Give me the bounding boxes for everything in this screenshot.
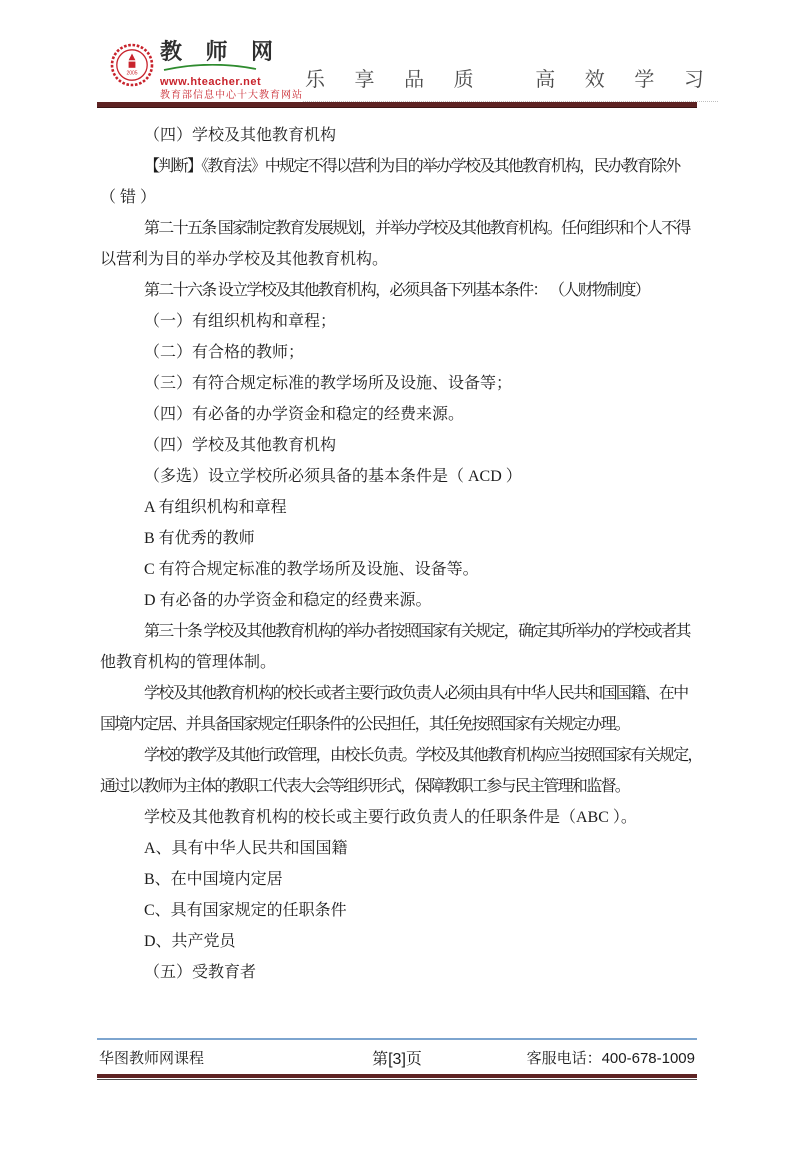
page-footer	[97, 1038, 697, 1080]
header-slogan: 乐 享 品 质 高 效 学 习	[303, 63, 718, 102]
header-rule	[97, 102, 697, 108]
body-line: 国境内定居、并具备国家规定任职条件的公民担任，其任免按照国家有关规定办理。	[100, 716, 630, 733]
swoosh-underline-icon	[162, 60, 303, 76]
body-line: 通过以教师为主体的教职工代表大会等组织形式，保障教职工参与民主管理和监督。	[100, 778, 630, 795]
document-page	[0, 40, 793, 1162]
body-line: （四）有必备的办学资金和稳定的经费来源。	[144, 406, 465, 423]
footer-page-number: 第[3]页	[372, 1051, 422, 1068]
body-line: 学校及其他教育机构的校长或者主要行政负责人必须由具有中华人民共和国国籍、在中	[144, 685, 688, 702]
body-line: C 有符合规定标准的教学场所及设施、设备等。	[144, 561, 479, 578]
body-line: 第三十条 学校及其他教育机构的举办者按照国家有关规定，确定其所举办的学校或者其	[144, 623, 690, 640]
body-line: 以营利为目的举办学校及其他教育机构。	[100, 251, 389, 268]
body-line: （三）有符合规定标准的教学场所及设施、设备等；	[144, 375, 513, 392]
footer-row	[97, 1038, 697, 1074]
body-line: B 有优秀的教师	[144, 530, 255, 547]
body-line: （多选）设立学校所必须具备的基本条件是（ ACD ）	[144, 468, 522, 485]
body-line: C、具有国家规定的任职条件	[144, 902, 347, 919]
body-line: （ 错 ）	[100, 189, 157, 206]
site-url: www.hteacher.net	[160, 76, 262, 88]
body-line: （二）有合格的教师；	[144, 344, 305, 361]
body-line: 第二十六条 设立学校及其他教育机构，必须具备下列基本条件： （人财物制度）	[144, 282, 650, 299]
body-line: D、共产党员	[144, 933, 236, 950]
site-logo	[110, 41, 303, 101]
body-line: 第二十五条 国家制定教育发展规划，并举办学校及其他教育机构。任何组织和个人不得	[144, 220, 690, 237]
footer-service-phone: 客服电话：400-678-1009	[526, 1050, 695, 1067]
footer-rule-thin	[97, 1079, 697, 1080]
footer-rule-thick	[97, 1074, 697, 1078]
footer-course-label: 华图教师网课程	[99, 1050, 205, 1067]
page-header	[97, 39, 716, 102]
body-line: （四）学校及其他教育机构	[144, 437, 337, 454]
logo-text-block	[160, 41, 303, 101]
body-line: 学校及其他教育机构的校长或主要行政负责人的任职条件是（ABC ）。	[144, 809, 637, 826]
body-line: （一）有组织机构和章程；	[144, 313, 337, 330]
seal-icon	[110, 43, 154, 92]
body-line: 他教育机构的管理体制。	[100, 654, 277, 671]
body-line: （五）受教育者	[144, 964, 257, 981]
site-name: 教 师 网	[160, 39, 283, 64]
body-line: （四）学校及其他教育机构	[144, 127, 337, 144]
body-line: B、在中国境内定居	[144, 871, 283, 888]
document-body	[100, 116, 702, 988]
body-line: A 有组织机构和章程	[144, 499, 287, 516]
logo-tagline: 教育部信息中心十大教育网站	[160, 90, 303, 101]
body-line: D 有必备的办学资金和稳定的经费来源。	[144, 592, 432, 609]
body-line: 学校的教学及其他行政管理，由校长负责。学校及其他教育机构应当按照国家有关规定，	[144, 747, 702, 764]
svg-text:2005: 2005	[126, 70, 138, 77]
body-line: A、具有中华人民共和国国籍	[144, 840, 348, 857]
body-line: 【判断】《教育法》中规定不得以营利为目的举办学校及其他教育机构，民办教育除外	[144, 158, 680, 175]
